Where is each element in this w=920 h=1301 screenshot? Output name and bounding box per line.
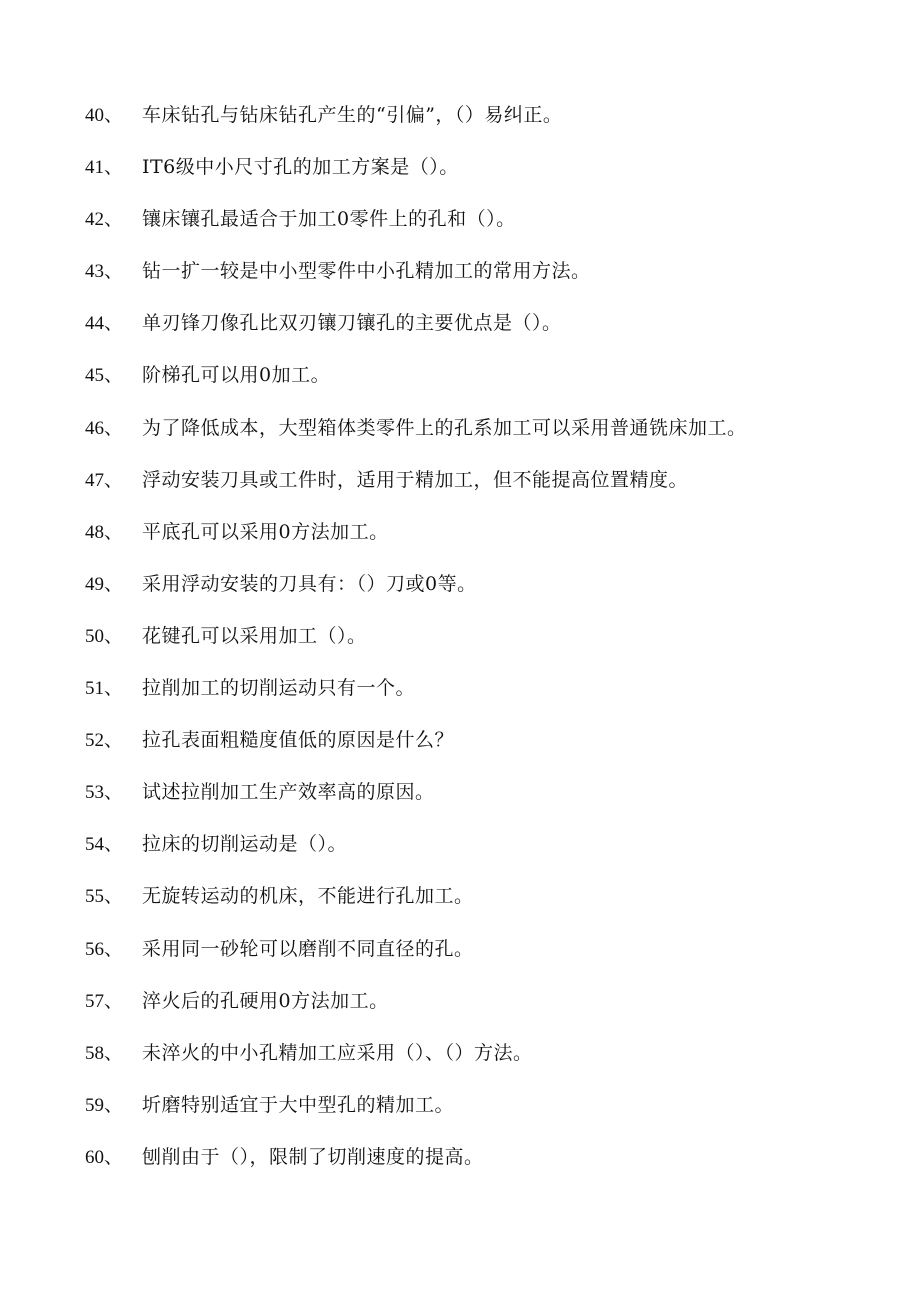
question-number: 42、	[85, 209, 124, 231]
question-text: 拉孔表面粗糙度值低的原因是什么？	[142, 729, 455, 752]
question-number: 51、	[85, 678, 124, 700]
question-number: 40、	[85, 105, 124, 126]
question-item	[85, 1090, 747, 1142]
question-text: 镶床镶孔最适合于加工0零件上的孔和（）。	[142, 208, 516, 231]
question-text: 阶梯孔可以用0加工。	[142, 364, 331, 387]
question-text: 圻磨特别适宜于大中型孔的精加工。	[142, 1093, 455, 1116]
question-item	[85, 934, 747, 986]
question-number: 58、	[85, 1042, 124, 1064]
question-text: 淬火后的孔硬用0方法加工。	[142, 989, 389, 1012]
question-number: 56、	[85, 938, 124, 960]
question-number: 53、	[85, 782, 124, 804]
question-item	[85, 413, 747, 465]
question-number: 57、	[85, 990, 124, 1012]
question-text: 采用浮动安装的刀具有：（）刀或0等。	[142, 572, 477, 595]
question-item	[85, 152, 747, 204]
question-item	[85, 517, 747, 569]
question-item	[85, 308, 747, 360]
question-item	[85, 881, 747, 933]
question-text: 采用同一砂轮可以磨削不同直径的孔。	[142, 937, 474, 960]
question-text: 平底孔可以采用0方法加工。	[142, 520, 389, 543]
question-text: 车床钻孔与钻床钻孔产生的“引偏”，（）易纠正。	[142, 104, 563, 126]
question-number: 52、	[85, 730, 124, 752]
question-item	[85, 777, 747, 829]
question-text: 拉削加工的切削运动只有一个。	[142, 677, 416, 700]
question-number: 59、	[85, 1094, 124, 1116]
question-number: 50、	[85, 625, 124, 647]
question-number: 44、	[85, 313, 124, 335]
question-number: 45、	[85, 365, 124, 387]
question-item	[85, 986, 747, 1038]
question-text: IT6级中小尺寸孔的加工方案是（）。	[142, 156, 459, 179]
question-item	[85, 100, 747, 152]
question-item	[85, 621, 747, 673]
question-item	[85, 204, 747, 256]
question-item	[85, 725, 747, 777]
question-item	[85, 673, 747, 725]
question-item	[85, 829, 747, 881]
question-text: 浮动安装刀具或工件时，适用于精加工，但不能提高位置精度。	[142, 468, 689, 491]
question-text: 花键孔可以采用加工（）。	[142, 624, 367, 647]
question-item	[85, 360, 747, 412]
question-text: 试述拉削加工生产效率高的原因。	[142, 781, 435, 804]
question-item	[85, 465, 747, 517]
question-number: 48、	[85, 521, 124, 543]
question-text: 未淬火的中小孔精加工应采用（）、（）方法。	[142, 1041, 533, 1064]
question-number: 55、	[85, 886, 124, 908]
question-text: 无旋转运动的机床，不能进行孔加工。	[142, 885, 474, 908]
question-text: 刨削由于（），限制了切削速度的提高。	[142, 1145, 484, 1168]
question-text: 为了降低成本，大型箱体类零件上的孔系加工可以采用普通铣床加工。	[142, 416, 747, 439]
question-text: 单刃锋刀像孔比双刃镶刀镶孔的主要优点是（）。	[142, 312, 562, 335]
question-list	[85, 100, 747, 1194]
question-number: 41、	[85, 157, 124, 179]
question-number: 47、	[85, 469, 124, 491]
question-number: 49、	[85, 573, 124, 595]
question-item	[85, 256, 747, 308]
question-number: 46、	[85, 417, 124, 439]
question-number: 54、	[85, 834, 124, 856]
question-number: 60、	[85, 1146, 124, 1168]
question-item	[85, 1142, 747, 1194]
question-text: 拉床的切削运动是（）。	[142, 833, 348, 856]
question-item	[85, 1038, 747, 1090]
question-text: 钻一扩一较是中小型零件中小孔精加工的常用方法。	[142, 260, 591, 283]
question-number: 43、	[85, 261, 124, 283]
question-item	[85, 569, 747, 621]
